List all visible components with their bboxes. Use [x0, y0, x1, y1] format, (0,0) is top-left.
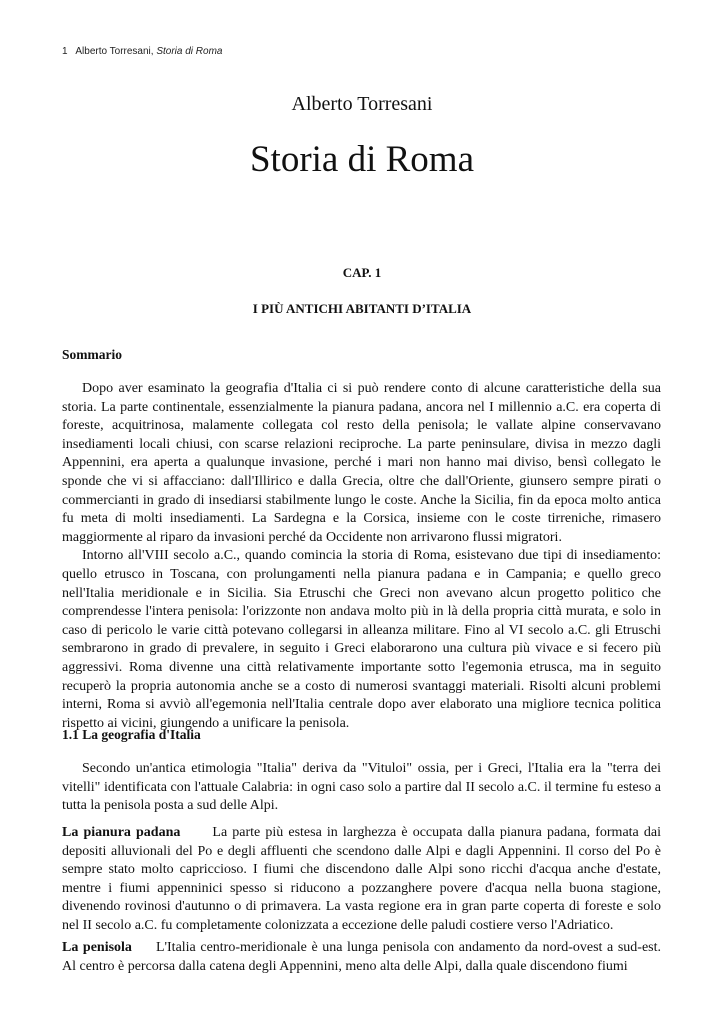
subsection-penisola [62, 939, 661, 976]
running-header-author: Alberto Torresani, [75, 46, 154, 57]
subsection-title: La pianura padana [62, 825, 181, 840]
page-number: 1 [62, 46, 68, 57]
section-heading: 1.1 La geografia d'Italia [62, 727, 201, 742]
running-header-title: Storia di Roma [156, 46, 223, 57]
book-author: Alberto Torresani [291, 93, 433, 115]
running-header [62, 46, 222, 57]
subsection-text: L'Italia centro-meridionale è una lunga penisola con andamento da nord-ovest a sud-est. Al centro è percorsa dalla catena degli Appennini, meno alta delle Alpi, dalla quale discendono fiumi [62, 940, 661, 974]
section-intro [62, 760, 661, 816]
summary-body [62, 380, 661, 733]
summary-paragraph: Dopo aver esaminato la geografia d'Italia ci si può rendere conto di alcune caratteristiche della sua storia. La parte continentale, essenzialmente la pianura padana, ancora nel I millennio a.C. era coperta di foreste, acquitrinosa, malamente collegata col resto della penisola; le vallate alpine conservavano insediamenti locali chiusi, con scarse relazioni reciproche. La parte peninsulare, divisa in mezzo dagli Appennini, era aperta a qualunque invasione, perché i mari non hanno mai diviso, bensì collegato le sponde che vi si affacciano: dall'Illirico e dalla Grecia, oltre che dall'Oriente, giunsero sempre pirati o commercianti in grado di insediarsi stabilmente lungo le coste. Anche la Sicilia, fin da epoca molto antica fu meta di molti insediamenti. La Sardegna e la Corsica, insieme con le coste tirreniche, rimasero maggiormente al riparo da invasioni perché da Occidente non arrivarono flussi migratori. [62, 381, 661, 545]
summary-heading: Sommario [62, 347, 122, 362]
subsection-text: La parte più estesa in larghezza è occupata dalla pianura padana, formata dai depositi alluvionali del Po e degli affluenti che scendono dalle Alpi e dagli Appennini. Il corso del Po è sempre stato molto capriccioso. I fiumi che discendono dalle Alpi sono ricchi d'acqua anche d'estate, mentre i fiumi appenninici spesso si riducono a pozzanghere povere d'acqua nella buona stagione, divenendo rovinosi d'autunno o di primavera. La vasta regione era in gran parte coperta di foreste e solo nel II secolo a.C. fu completamente colonizzata a eccezione delle paludi costiere verso l'Adriatico. [62, 825, 661, 933]
summary-paragraph: Intorno all'VIII secolo a.C., quando comincia la storia di Roma, esistevano due tipi di insediamento: quello etrusco in Toscana, con prolungamenti nella pianura padana e in Campania; e quello greco nell'Italia meridionale e in Sicilia. Sia Etruschi che Greci non avevano alcun progetto politico che comprendesse l'intera penisola: l'orizzonte non andava molto più in là della propria città murata, e solo in caso di pericolo le varie città potevano collegarsi in alleanza militare. Fino al VI secolo a.C. gli Etruschi sembrarono in grado di prevalere, in seguito i Greci elaborarono una cultura più vivace e si fecero più aggressivi. Roma divenne una città relativamente importante sotto l'egemonia etrusca, ma in seguito recuperò la propria autonomia anche se a costo di numerosi svantaggi materiali. Risolti alcuni problemi interni, Roma si avviò all'egemonia nell'Italia centrale dopo aver elaborato una migliore tecnica politica rispetto ai vicini, giungendo a unificare la penisola. [62, 548, 661, 731]
section-intro-paragraph: Secondo un'antica etimologia "Italia" deriva da "Vituloi" ossia, per i Greci, l'Italia era la "terra dei vitelli" identificata con l'attuale Calabria: in ogni caso solo a partire dal II secolo a.C. il termine fu esteso a tutta la penisola posta a sud delle Alpi. [62, 761, 661, 814]
chapter-label: CAP. 1 [342, 265, 382, 280]
subsection-pianura-padana [62, 824, 661, 936]
chapter-title: I PIÙ ANTICHI ABITANTI D’ITALIA [252, 301, 472, 316]
book-title: Storia di Roma [249, 139, 475, 180]
subsection-title: La penisola [62, 940, 132, 955]
